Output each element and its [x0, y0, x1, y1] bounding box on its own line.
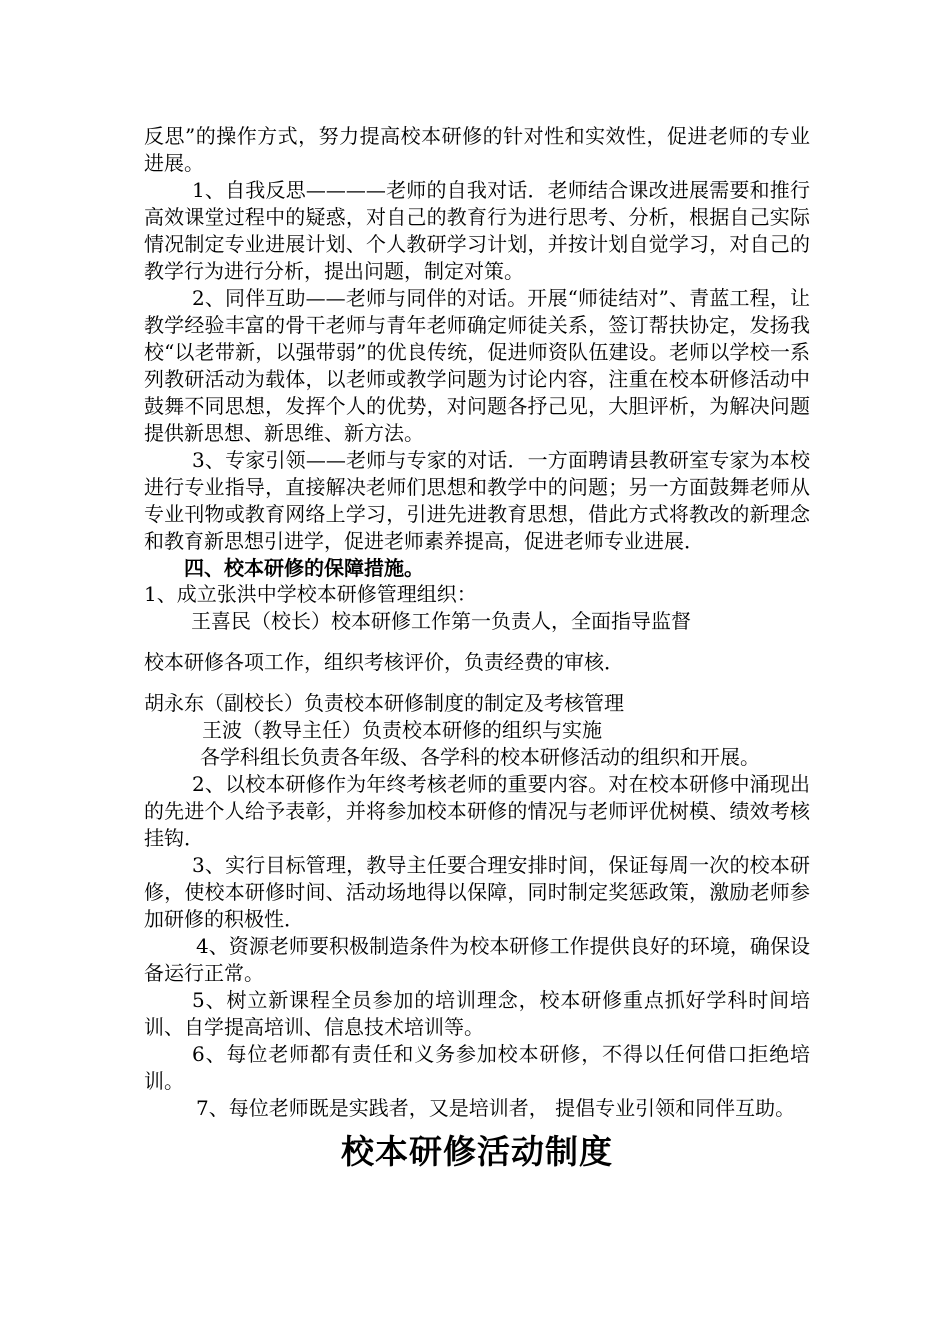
- item-teacher-duty: 6、每位老师都有责任和义务参加校本研修，不得以任何借口拒绝培训。: [144, 1042, 810, 1093]
- document-page: [144, 0, 810, 1344]
- paragraph-intro-continued: 反思”的操作方式，努力提高校本研修的针对性和实效性，促进老师的专业进展。: [144, 124, 810, 175]
- document-title: 校本研修活动制度: [341, 1132, 613, 1171]
- spacer: [144, 1122, 810, 1132]
- item-principal-line-continued: 校本研修各项工作，组织考核评价，负责经费的审核．: [144, 650, 624, 674]
- item-vice-principal-line: 胡永东（副校长）负责校本研修制度的制定及考核管理: [144, 691, 624, 715]
- item-training-concept: 5、树立新课程全员参加的培训理念，校本研修重点抓好学科时间培训、自学提高培训、信息技术培训等。: [144, 988, 810, 1039]
- item-resource-teachers: 4、资源老师要积极制造条件为校本研修工作提供良好的环境，确保设备运行正常。: [144, 934, 810, 985]
- item-dean-line: 王波（教导主任）负责校本研修的组织与实施: [202, 718, 602, 742]
- top-margin: [144, 0, 810, 123]
- item-practitioner-trainer: 7、每位老师既是实践者，又是培训者， 提倡专业引领和同伴互助。: [196, 1096, 796, 1120]
- item-target-management: 3、实行目标管理，教导主任要合理安排时间，保证每周一次的校本研修，使校本研修时间、活动场地得以保障，同时制定奖惩政策，激励老师参加研修的积极性．: [144, 853, 810, 931]
- item-annual-assessment: 2、以校本研修作为年终考核老师的重要内容。对在校本研修中涌现出的先进个人给予表彰，并将参加校本研修的情况与老师评优树模、绩效考核挂钩．: [144, 772, 810, 850]
- item-subject-leaders-line: 各学科组长负责各年级、各学科的校本研修活动的组织和开展。: [200, 745, 760, 769]
- spacer: [144, 676, 810, 690]
- item-principal-line: 王喜民（校长）校本研修工作第一负责人，全面指导监督: [191, 609, 691, 633]
- paragraph-self-reflection: 1、自我反思————老师的自我对话．老师结合课改进展需要和推行高效课堂过程中的疑惑，对自己的教育行为进行思考、分析，根据自己实际情况制定专业进展计划、个人教研学习计划，并按计划自觉学习，对自己的教学行为进行分析，提出问题，制定对策。: [144, 178, 810, 283]
- section-heading-safeguards: 四、校本研修的保障措施。: [184, 556, 424, 580]
- spacer: [144, 635, 810, 649]
- paragraph-expert-guidance: 3、专家引领——老师与专家的对话．一方面聘请县教研室专家为本校进行专业指导，直接解决老师们思想和教学中的问题；另一方面鼓舞老师从专业刊物或教育网络上学习，引进先进教育思想，借此方式将教改的新理念和教育新思想引进学，促进老师素养提高，促进老师专业进展．: [144, 448, 810, 553]
- item-management-organization: 1、成立张洪中学校本研修管理组织：: [144, 582, 477, 606]
- paragraph-peer-support: 2、同伴互助——老师与同伴的对话。开展“师徒结对”、青蓝工程，让教学经验丰富的骨干老师与青年老师确定师徒关系，签订帮扶协定，发扬我校“以老带新，以强带弱”的优良传统，促进师资队伍建设。老师以学校一系列教研活动为载体，以老师或教学问题为讨论内容，注重在校本研修活动中鼓舞不同思想，发挥个人的优势，对问题各抒己见，大胆评析，为解决问题提供新思想、新思维、新方法。: [144, 286, 810, 445]
